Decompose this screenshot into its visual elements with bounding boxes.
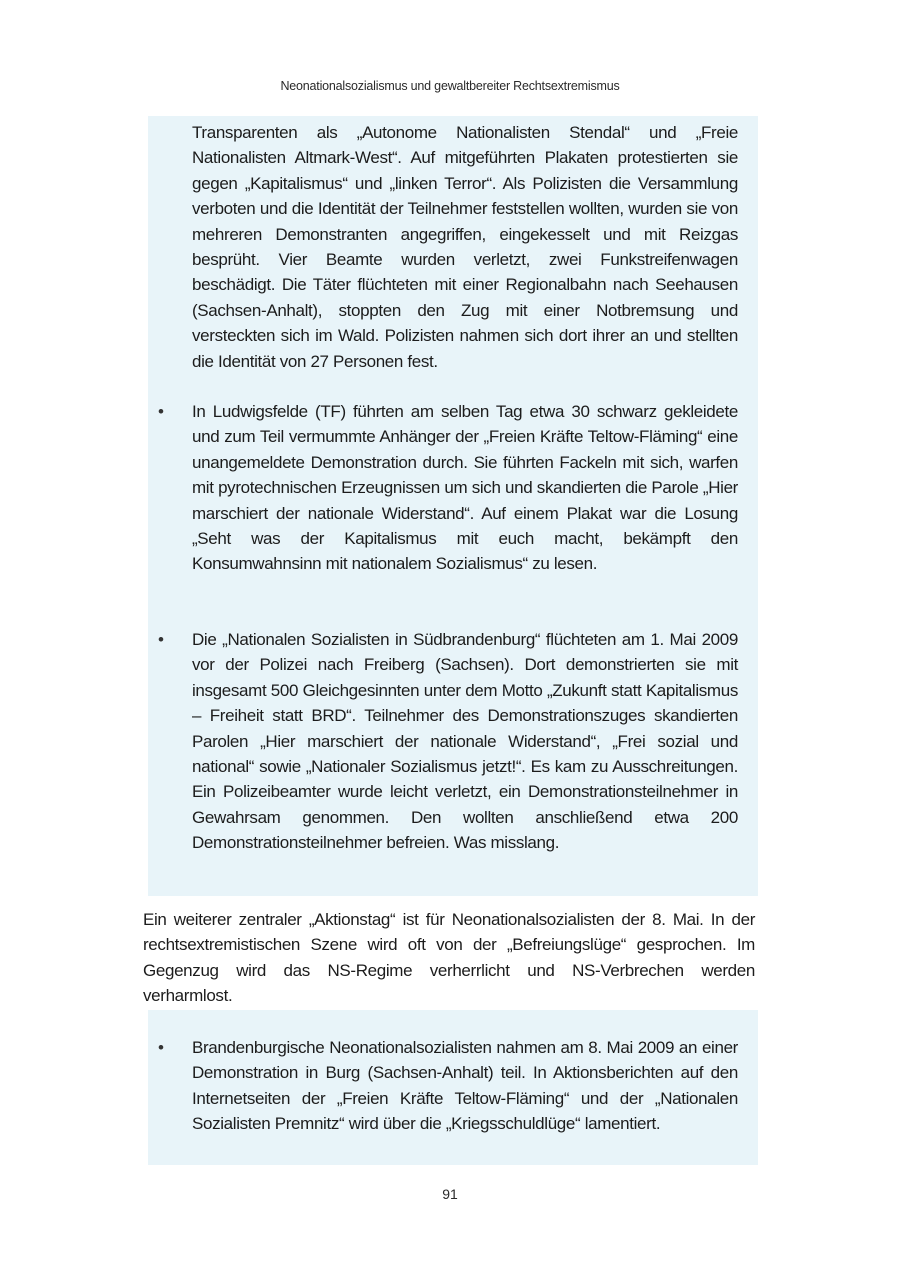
continuation-paragraph: Transparenten als „Autonome Nationalisten Stendal“ und „Freie Nationalisten Altmark-West“. Auf mitgeführten Plakaten protestierten sie gegen „Kapitalismus“ und „linken Terror“. Als Polizisten die Versammlung verboten und die Identität der Teilnehmer feststellen wollten, wurden sie von mehreren Demonstranten angegriffen, eingekesselt und mit Reizgas besprüht. Vier Beamte wurden verletzt, zwei Funkstreifenwagen beschädigt. Die Täter flüchteten mit einer Regionalbahn nach Seehausen (Sachsen-Anhalt), stoppten den Zug mit einer Notbremsung und versteckten sich im Wald. Polizisten nahmen sich dort ihrer an und stellten die Identität von 27 Personen fest. [192, 123, 738, 371]
bullet-marker: • [158, 630, 164, 649]
page-number: 91 [442, 1186, 458, 1202]
running-header: Neonationalsozialismus und gewaltbereiter Rechtsextremismus [280, 79, 620, 93]
bullet-suedbrandenburg: Die „Nationalen Sozialisten in Südbrandenburg“ flüchteten am 1. Mai 2009 vor der Polizei nach Freiberg (Sachsen). Dort demonstrierten sie mit insgesamt 500 Gleichgesinnten unter dem Motto „Zukunft statt Kapitalismus – Freiheit statt BRD“. Teilnehmer des Demonstrationszuges skandierten Parolen „Hier marschiert der nationale Widerstand“, „Frei sozial und national“ sowie „Nationaler Sozialismus jetzt!“. Es kam zu Ausschreitungen. Ein Polizeibeamter wurde leicht verletzt, ein Demonstrationsteilnehmer in Gewahrsam genommen. Den wollten anschließend etwa 200 Demonstrationsteilnehmer befreien. Was misslang. [192, 630, 738, 853]
bullet-burg: Brandenburgische Neonationalsozialisten nahmen am 8. Mai 2009 an einer Demonstration in Burg (Sachsen-Anhalt) teil. In Aktionsberichten auf den Internetseiten der „Freien Kräfte Teltow-Fläming“ und der „Nationalen Sozialisten Premnitz“ wird über die „Kriegsschuldlüge“ lamentiert. [192, 1038, 738, 1134]
main-paragraph: Ein weiterer zentraler „Aktionstag“ ist für Neonationalsozialisten der 8. Mai. In der rechtsextremistischen Szene wird oft von der „Befreiungslüge“ gesprochen. Im Gegenzug wird das NS-Regime verherrlicht und NS-Verbrechen werden verharmlost. [143, 910, 755, 1006]
bullet-ludwigsfelde: In Ludwigsfelde (TF) führten am selben Tag etwa 30 schwarz gekleidete und zum Teil vermummte Anhänger der „Freien Kräfte Teltow-Fläming“ eine unangemeldete Demonstration durch. Sie führten Fackeln mit sich, warfen mit pyrotechnischen Erzeugnissen um sich und skandierten die Parole „Hier marschiert der nationale Widerstand“. Auf einem Plakat war die Losung „Seht was der Kapitalismus mit euch macht, bekämpft den Konsumwahnsinn mit nationalem Sozialismus“ zu lesen. [192, 402, 738, 574]
bullet-marker: • [158, 1038, 164, 1057]
bullet-marker: • [158, 402, 164, 421]
